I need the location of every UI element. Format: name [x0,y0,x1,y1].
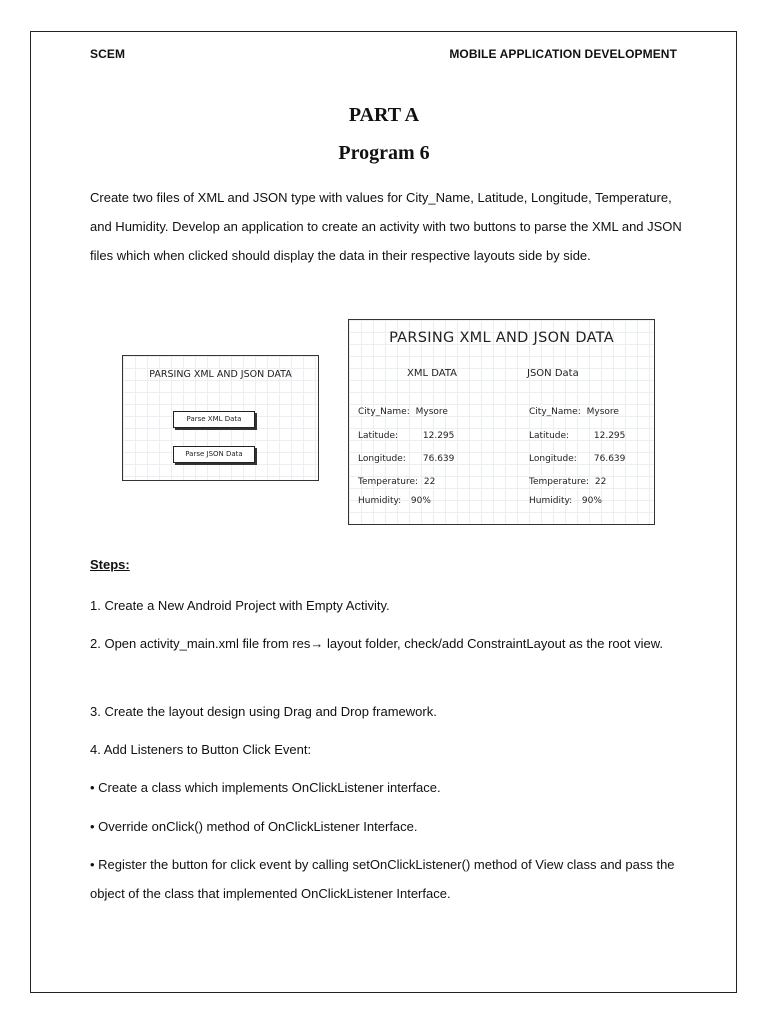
xml-data-header: XML DATA [407,368,457,379]
json-row-temperature [529,477,606,487]
xml-label: Latitude: [358,431,399,441]
step-item: • Override onClick() method of OnClickListener Interface. [90,819,418,834]
header-right: MOBILE APPLICATION DEVELOPMENT [449,47,677,61]
page-subtitle: Program 6 [338,142,430,164]
intro-paragraph: Create two files of XML and JSON type with values for City_Name, Latitude, Longitude, Temperature, and Humidity. Develop an application to create an activity with two buttons to parse the XML and JSON files which when clicked should display the data in their respective layouts side by side. [90,190,682,263]
step-item: • Create a class which implements OnClickListener interface. [90,780,441,795]
step-item: 3. Create the layout design using Drag and Drop framework. [90,704,437,719]
xml-label: Humidity: [358,496,402,506]
json-value: 90% [581,496,602,506]
steps-heading: Steps: [90,557,130,572]
json-row-city [529,407,619,417]
json-label: Latitude: [529,431,570,441]
xml-row-humidity [358,496,431,506]
xml-value: 90% [410,496,431,506]
json-value: 12.295 [593,431,626,441]
xml-row-city [358,407,448,417]
json-value: 76.639 [593,454,626,464]
json-value: 22 [594,477,607,487]
app-mockup-main-screen [122,355,319,481]
xml-label: City_Name: [358,407,410,417]
step-item: • Register the button for click event by calling setOnClickListener() method of View class and pass the object of the class that implemented OnClickListener Interface. [90,857,675,901]
header-left: SCEM [90,47,126,61]
json-row-longitude [529,454,625,464]
json-row-latitude [529,431,625,441]
xml-value: 22 [423,477,436,487]
xml-row-temperature [358,477,435,487]
json-label: Temperature: [529,477,590,487]
xml-value: 12.295 [422,431,455,441]
mockup-title: PARSING XML AND JSON DATA [149,369,292,380]
parse-json-button: Parse JSON Data [173,446,255,463]
xml-row-longitude [358,454,454,464]
json-row-humidity [529,496,602,506]
step-item: 2. Open activity_main.xml file from res→ layout folder, check/add ConstraintLayout as the root view. [90,636,663,651]
mockup-title: PARSING XML AND JSON DATA [389,330,614,346]
xml-label: Longitude: [358,454,406,464]
xml-value: Mysore [415,407,448,417]
parse-xml-button: Parse XML Data [173,411,255,428]
step-item: 4. Add Listeners to Button Click Event: [90,742,312,757]
step-item: 1. Create a New Android Project with Empty Activity. [90,598,390,613]
json-label: Longitude: [529,454,577,464]
json-data-header: JSON Data [527,368,579,379]
page-title: PART A [348,104,420,126]
app-mockup-result-screen [348,319,655,525]
xml-label: Temperature: [358,477,419,487]
xml-row-latitude [358,431,454,441]
json-value: Mysore [586,407,619,417]
xml-value: 76.639 [422,454,455,464]
json-label: Humidity: [529,496,573,506]
json-label: City_Name: [529,407,581,417]
